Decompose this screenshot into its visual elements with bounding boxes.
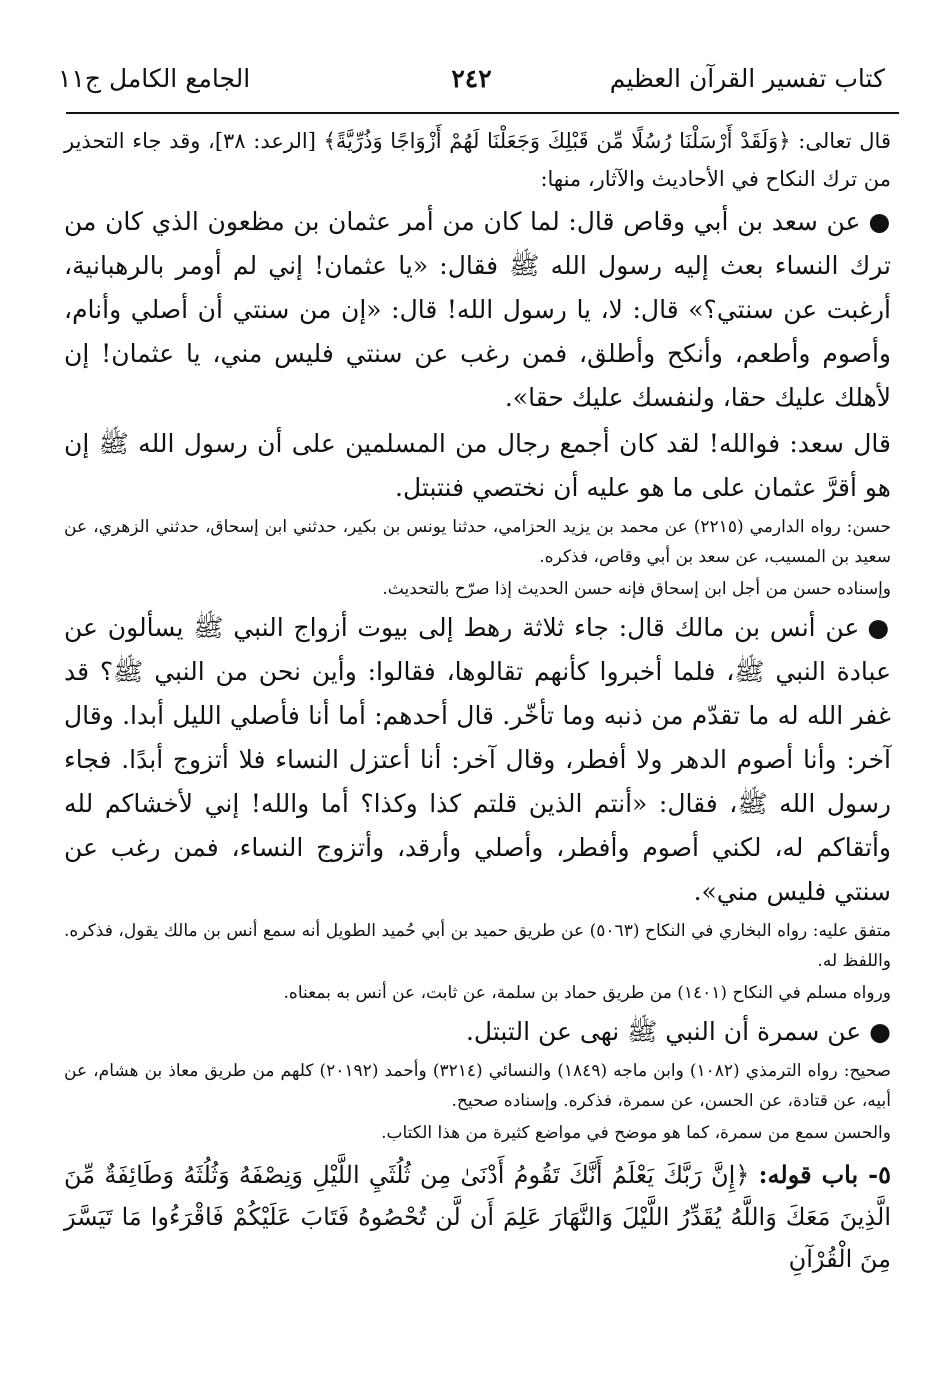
takhrij-note: والحسن سمع من سمرة، كما هو موضح في مواضع كثيرة من هذا الكتاب.: [381, 1123, 891, 1143]
intro-paragraph: قال تعالى: ﴿وَلَقَدْ أَرْسَلْنَا رُسُلًا مِّن قَبْلِكَ وَجَعَلْنَا لَهُمْ أَزْوَاجًا وَذُرِّيَّةً﴾ [الرعد: ٣٨]، وقد جاء التحذير من ترك النكاح في الأحاديث والآثار، منها:: [64, 129, 891, 191]
chapter-heading: [64, 1154, 891, 1280]
collection-title: الجامع الكامل ج١١: [58, 64, 251, 93]
bullet-icon: ●: [868, 207, 891, 236]
page-number: ٢٤٢: [451, 64, 492, 93]
takhrij-note: ورواه مسلم في النكاح (١٤٠١) من طريق حماد بن سلمة، عن ثابت، عن أنس به بمعناه.: [283, 983, 891, 1003]
hadith-continuation: قال سعد: فوالله! لقد كان أجمع رجال من المسلمين على أن رسول الله ﷺ إن هو أقرَّ عثمان على ما هو عليه أن نختصي فنتبتل.: [64, 429, 891, 502]
takhrij-note: وإسناده حسن من أجل ابن إسحاق فإنه حسن الحديث إذا صرّح بالتحديث.: [382, 579, 891, 599]
bullet-icon: ●: [869, 1017, 891, 1046]
hadith-paragraph: [64, 200, 891, 420]
takhrij-note: صحيح: رواه الترمذي (١٠٨٢) وابن ماجه (١٨٤٩) والنسائي (٣٢١٤) وأحمد (٢٠١٩٢) كلهم من طريق معاذ بن هشام، عن أبيه، عن قتادة، عن الحسن، عن سمرة، فذكره. وإسناده صحيح.: [64, 1061, 891, 1111]
hadith-paragraph: [64, 606, 891, 914]
page-body: [64, 116, 891, 1304]
page-header: [58, 60, 885, 108]
hadith-text: عن سعد بن أبي وقاص قال: لما كان من أمر عثمان بن مظعون الذي كان من ترك النساء بعث إليه رسول الله ﷺ فقال: «يا عثمان! إني لم أومر بالرهبانية، أرغبت عن سنتي؟» قال: لا، يا رسول الله! قال: «إن من سنتي أن أصلي وأنام، وأصوم وأطعم، وأنكح وأطلق، فمن رغب عن سنتي فليس مني، يا عثمان! إن لأهلك عليك حقا، ولنفسك عليك حقا».: [64, 207, 891, 412]
chapter-verse: ﴿إِنَّ رَبَّكَ يَعْلَمُ أَنَّكَ تَقُومُ أَدْنَىٰ مِن ثُلُثَيِ اللَّيْلِ وَنِصْفَهُ وَثُلُثَهُ وَطَائِفَةٌ مِّنَ الَّذِينَ مَعَكَ وَاللَّهُ يُقَدِّرُ اللَّيْلَ وَالنَّهَارَ عَلِمَ أَن لَّن تُحْصُوهُ فَتَابَ عَلَيْكُمْ فَاقْرَءُوا مَا تَيَسَّرَ مِنَ الْقُرْآنِ: [64, 1161, 891, 1273]
hadith-text: عن أنس بن مالك قال: جاء ثلاثة رهط إلى بيوت أزواج النبي ﷺ يسألون عن عبادة النبي ﷺ، فلما أخبروا كأنهم تقالوها، فقالوا: وأين نحن من النبي ﷺ؟ قد غفر الله له ما تقدّم من ذنبه وما تأخّر. قال أحدهم: أما أنا فأصلي الليل أبدا. وقال آخر: وأنا أصوم الدهر ولا أفطر، وقال آخر: أنا أعتزل النساء فلا أتزوج أبدًا. فجاء رسول الله ﷺ، فقال: «أنتم الذين قلتم كذا وكذا؟ أما والله! إني لأخشاكم لله وأتقاكم له، لكني أصوم وأفطر، وأصلي وأرقد، وأتزوج النساء، فمن رغب عن سنتي فليس مني».: [64, 613, 891, 906]
book-title: كتاب تفسير القرآن العظيم: [609, 64, 885, 93]
hadith-text: عن سمرة أن النبي ﷺ نهى عن التبتل.: [465, 1017, 862, 1046]
chapter-label: ٥- باب قوله:: [758, 1160, 891, 1189]
header-rule: [66, 112, 899, 114]
takhrij-note: حسن: رواه الدارمي (٢٢١٥) عن محمد بن يزيد الحزامي، حدثنا يونس بن بكير، حدثني ابن إسحاق، حدثني الزهري، عن سعيد بن المسيب، عن سعد بن أبي وقاص، فذكره.: [64, 517, 891, 567]
bullet-icon: ●: [867, 613, 891, 642]
takhrij-note: متفق عليه: رواه البخاري في النكاح (٥٠٦٣) عن طريق حميد بن أبي حُميد الطويل أنه سمع أنس بن مالك يقول، فذكره. واللفظ له.: [64, 921, 891, 971]
hadith-paragraph: [64, 1010, 891, 1054]
